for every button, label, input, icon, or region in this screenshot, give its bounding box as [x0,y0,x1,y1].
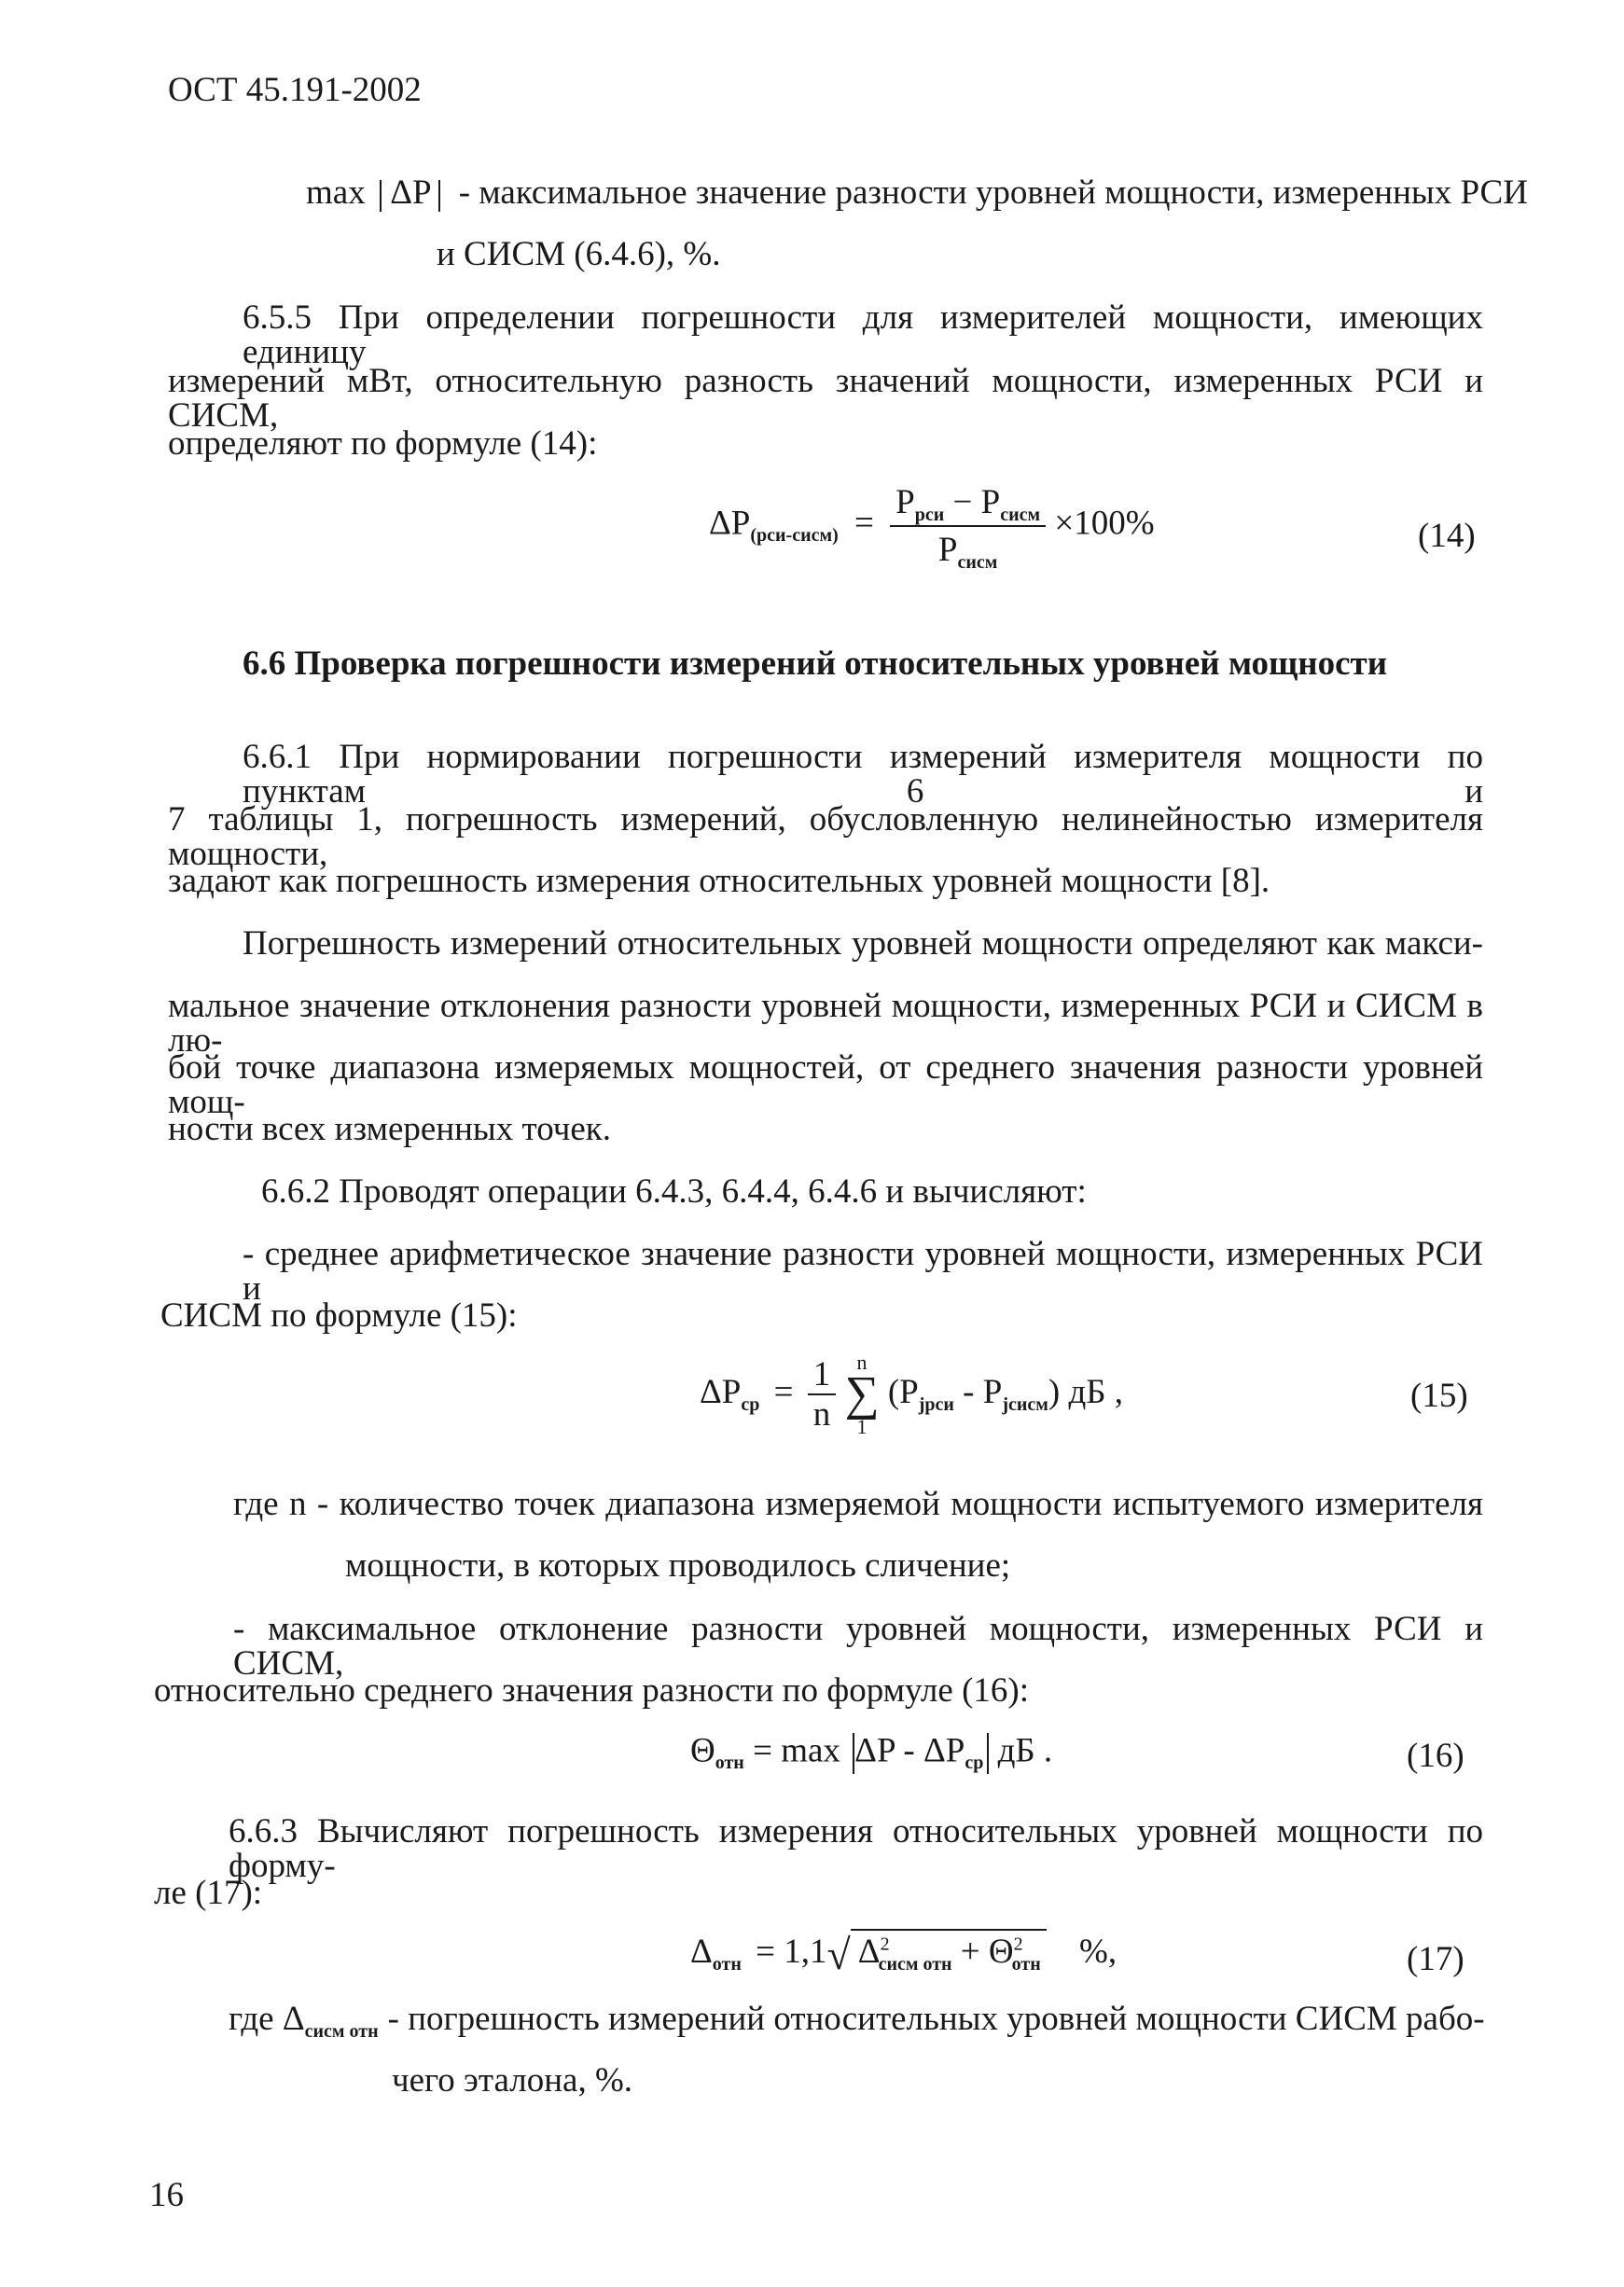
para-where-d-line-1 [229,2000,1485,2042]
f14-times: ×100% [1054,504,1155,543]
f14-eq: = [854,504,874,543]
para-655-line-3: определяют по формуле (14): [168,424,598,463]
para-655-line-2: измерений мВт, относительную разность значений мощности, измеренных РСИ и СИСМ, [168,362,1483,435]
max-dp-definition [306,175,1528,212]
para-where-n-line-2: мощности, в которых проводилось сличение; [345,1546,1011,1585]
f15-summation: n ∑ 1 [844,1351,880,1438]
f15-lhs: ΔP [700,1372,742,1411]
where-delta: где $\Delta_{сисм отн}$ [229,2000,379,2042]
formula-16: $\Theta_{отн} = \max \Delta P - \Delta P_{ср}$ дБ . [690,1731,1053,1774]
para-661-line-2: 7 таблицы 1, погрешность измерений, обусловленную нелинейностью измерителя мощности, [168,800,1483,873]
max-label: max [306,173,366,212]
f14-denominator: $P_{сисм}$ [937,531,998,573]
section-66-heading: 6.6 Проверка погрешности измерений относительных уровней мощности [243,645,1388,683]
formula-14-number: (14) [1418,517,1476,555]
f15-eq: = [773,1372,794,1411]
f16-lhs: Θ [690,1731,715,1770]
f15-frac-num: 1 [808,1357,837,1395]
f16-unit: дБ . [997,1731,1053,1770]
para-pogr-line-1: Погрешность измерений относительных уровней мощности определяют как макси- [243,924,1483,963]
para-662-line-1: 6.6.2 Проводят операции 6.4.3, 6.4.4, 6.4.6 и вычисляют: [261,1172,1087,1211]
formula-17-number: (17) [1407,1940,1464,1978]
page-number: 16 [149,2176,184,2214]
para-maxdev-line-2: относительно среднего значения разности по формуле (16): [154,1671,1029,1710]
f17-lhs: Δ [690,1933,713,1971]
para-avg-line-1: - среднее арифметическое значение разности уровней мощности, измеренных РСИ и [243,1235,1483,1308]
formula-15 [700,1352,1123,1437]
para-663-line-1: 6.6.3 Вычисляют погрешность измерения относительных уровней мощности по форму- [229,1812,1483,1885]
para-pogr-line-4: ности всех измеренных точек. [168,1110,612,1148]
f17-lhs-sub: отн [712,1954,742,1975]
f14-numerator: $P_{рси} - P_{сисм}$ [890,485,1046,527]
abs-bar-left [380,180,382,212]
where-delta-text: - погрешность измерений относительных уровней мощности СИСМ рабо- [387,2000,1485,2038]
f14-lhs: ΔP [709,504,751,543]
f15-fraction [808,1355,837,1435]
document-code: ОСТ 45.191-2002 [168,71,422,109]
f16-lhs-sub: отн [715,1753,744,1774]
f17-eq: = 1,1 [756,1933,827,1971]
para-avg-line-2: СИСМ по формуле (15): [160,1296,518,1335]
abs-bar-right [438,180,440,212]
para-655-line-1: 6.5.5 При определении погрешности для измерителей мощности, имеющих единицу [243,298,1483,371]
para-maxdev-line-1: - максимальное отклонение разности уровней мощности, измеренных РСИ и СИСМ, [233,1610,1483,1683]
f14-lhs-sub: (рси-сисм) [750,525,839,547]
para-661-line-3: задают как погрешность измерения относительных уровней мощности [8]. [168,862,1270,900]
f17-unit: %, [1079,1933,1117,1971]
para-661-line-1: 6.6.1 При нормировании погрешности измерений измерителя мощности по пунктам 6 и [243,738,1483,811]
formula-16-number: (16) [1407,1737,1464,1775]
para-pogr-line-3: бой точке диапазона измеряемых мощностей, от среднего значения разности уровней мощ- [168,1048,1483,1121]
formula-15-number: (15) [1410,1377,1468,1415]
para-663-line-2: ле (17): [154,1874,263,1912]
para-where-d-line-2: чего эталона, %. [392,2061,633,2100]
f15-body: $(P_{jрси} - P_{jсисм})$ дБ , [887,1372,1124,1415]
f15-lhs-sub: ср [741,1393,760,1415]
abs-bar-right-16 [987,1733,989,1774]
para-where-n-line-1: где n - количество точек диапазона измеряемой мощности испытуемого измерителя [233,1485,1483,1523]
f16-eq: = max [753,1731,840,1770]
max-dp-text-1: - максимальное значение разности уровней мощности, измеренных РСИ [458,173,1528,212]
f14-fraction [890,483,1046,573]
dp-label: ΔP [390,173,431,212]
f15-frac-den: n [812,1395,831,1435]
max-dp-text-2: и СИСМ (6.4.6), %. [437,235,721,273]
para-pogr-line-2: мальное значение отклонения разности уровней мощности, измеренных РСИ и СИСМ в лю- [168,987,1483,1060]
sqrt-icon: √ [826,1930,851,1978]
formula-17 [690,1929,1117,1976]
formula-14 [709,483,1155,573]
f17-root-body: $\Delta^2_{сисм отн} + \Theta^2_{отн}$ [851,1929,1047,1969]
